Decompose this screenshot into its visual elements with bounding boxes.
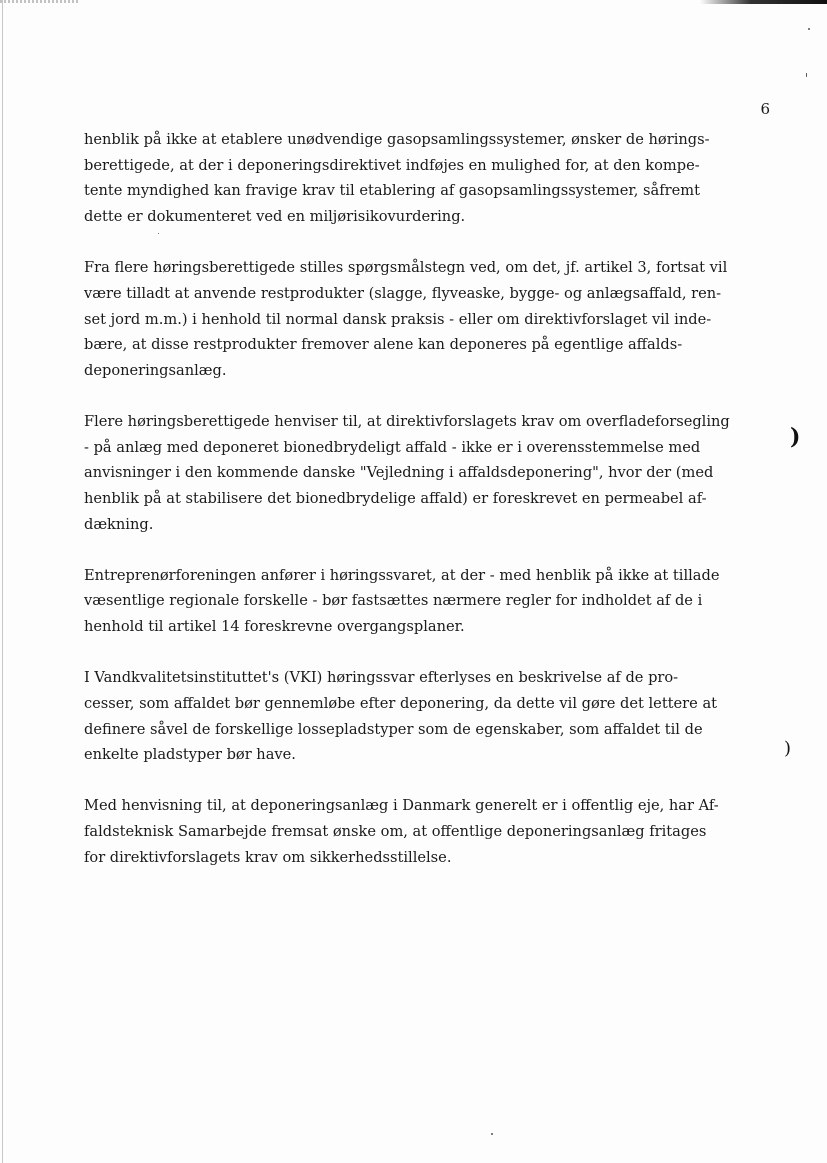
text-line: være tilladt at anvende restprodukter (slagge, flyveaske, bygge- og anlægsaffald, ren- (84, 284, 722, 302)
text-line: cesser, som affaldet bør gennemløbe efter deponering, da dette vil gøre det lettere at (84, 694, 718, 712)
text-line: Flere høringsberettigede henviser til, at direktivforslagets krav om overfladeforsegling (84, 412, 730, 430)
paragraph-residual-products (84, 255, 774, 384)
paragraph-vki-response (84, 665, 774, 768)
paragraph-transition-plans (84, 563, 774, 640)
scan-artifact-top-left (0, 0, 80, 3)
text-line: tente myndighed kan fravige krav til etablering af gasopsamlingssystemer, såfremt (84, 182, 700, 200)
text-line: dette er dokumenteret ved en miljørisikovurdering. (84, 208, 466, 226)
text-line: henblik på at stabilisere det bionedbrydelige affald) er foreskrevet en permeabel af- (84, 490, 707, 508)
margin-bracket-mark: ) (784, 738, 792, 759)
paragraph-gas-collection (84, 127, 774, 230)
text-line: set jord m.m.) i henhold til normal dansk praksis - eller om direktivforslaget vil inde- (84, 310, 712, 328)
text-line: henblik på ikke at etablere unødvendige gasopsamlingssystemer, ønsker de hørings- (84, 131, 710, 148)
document-body (84, 127, 774, 896)
text-line: definere såvel de forskellige lossepladstyper som de egenskaber, som affaldet til de (84, 720, 703, 738)
text-line: for direktivforslagets krav om sikkerhedsstillelse. (84, 848, 452, 866)
text-line: deponeringsanlæg. (84, 361, 227, 379)
page-number: 6 (760, 100, 770, 118)
text-line: I Vandkvalitetsinstituttet's (VKI) høringssvar efterlyses en beskrivelse af de pro- (84, 669, 679, 687)
text-line: Entreprenørforeningen anfører i høringssvaret, at der - med henblik på ikke at tillade (84, 566, 720, 584)
scan-speck (158, 233, 159, 234)
text-line: Med henvisning til, at deponeringsanlæg i Danmark generelt er i offentlig eje, har Af- (84, 797, 719, 815)
text-line: dækning. (84, 515, 154, 533)
text-line: bære, at disse restprodukter fremover alene kan deponeres på egentlige affalds- (84, 336, 683, 354)
text-line: enkelte pladstyper bør have. (84, 746, 296, 764)
text-line: - på anlæg med deponeret bionedbrydeligt affald - ikke er i overensstemmelse med (84, 438, 701, 456)
margin-bracket-mark: ) (790, 424, 801, 450)
scan-speck (491, 1133, 493, 1135)
paragraph-surface-sealing (84, 409, 774, 538)
text-line: faldsteknisk Samarbejde fremsat ønske om, at offentlige deponeringsanlæg fritages (84, 822, 707, 840)
paragraph-security-requirement (84, 793, 774, 870)
text-line: Fra flere høringsberettigede stilles spørgsmålstegn ved, om det, jf. artikel 3, fortsat vil (84, 259, 728, 277)
scan-artifact-top-right (700, 0, 827, 4)
scan-speck (808, 28, 810, 30)
text-line: anvisninger i den kommende danske "Vejledning i affaldsdeponering", hvor der (med (84, 464, 714, 482)
scan-speck (806, 73, 807, 77)
text-line: væsentlige regionale forskelle - bør fastsættes nærmere regler for indholdet af de i (84, 592, 703, 610)
scan-left-edge (2, 0, 3, 1163)
text-line: berettigede, at der i deponeringsdirektivet indføjes en mulighed for, at den kompe- (84, 156, 700, 174)
text-line: henhold til artikel 14 foreskrevne overgangsplaner. (84, 618, 465, 636)
